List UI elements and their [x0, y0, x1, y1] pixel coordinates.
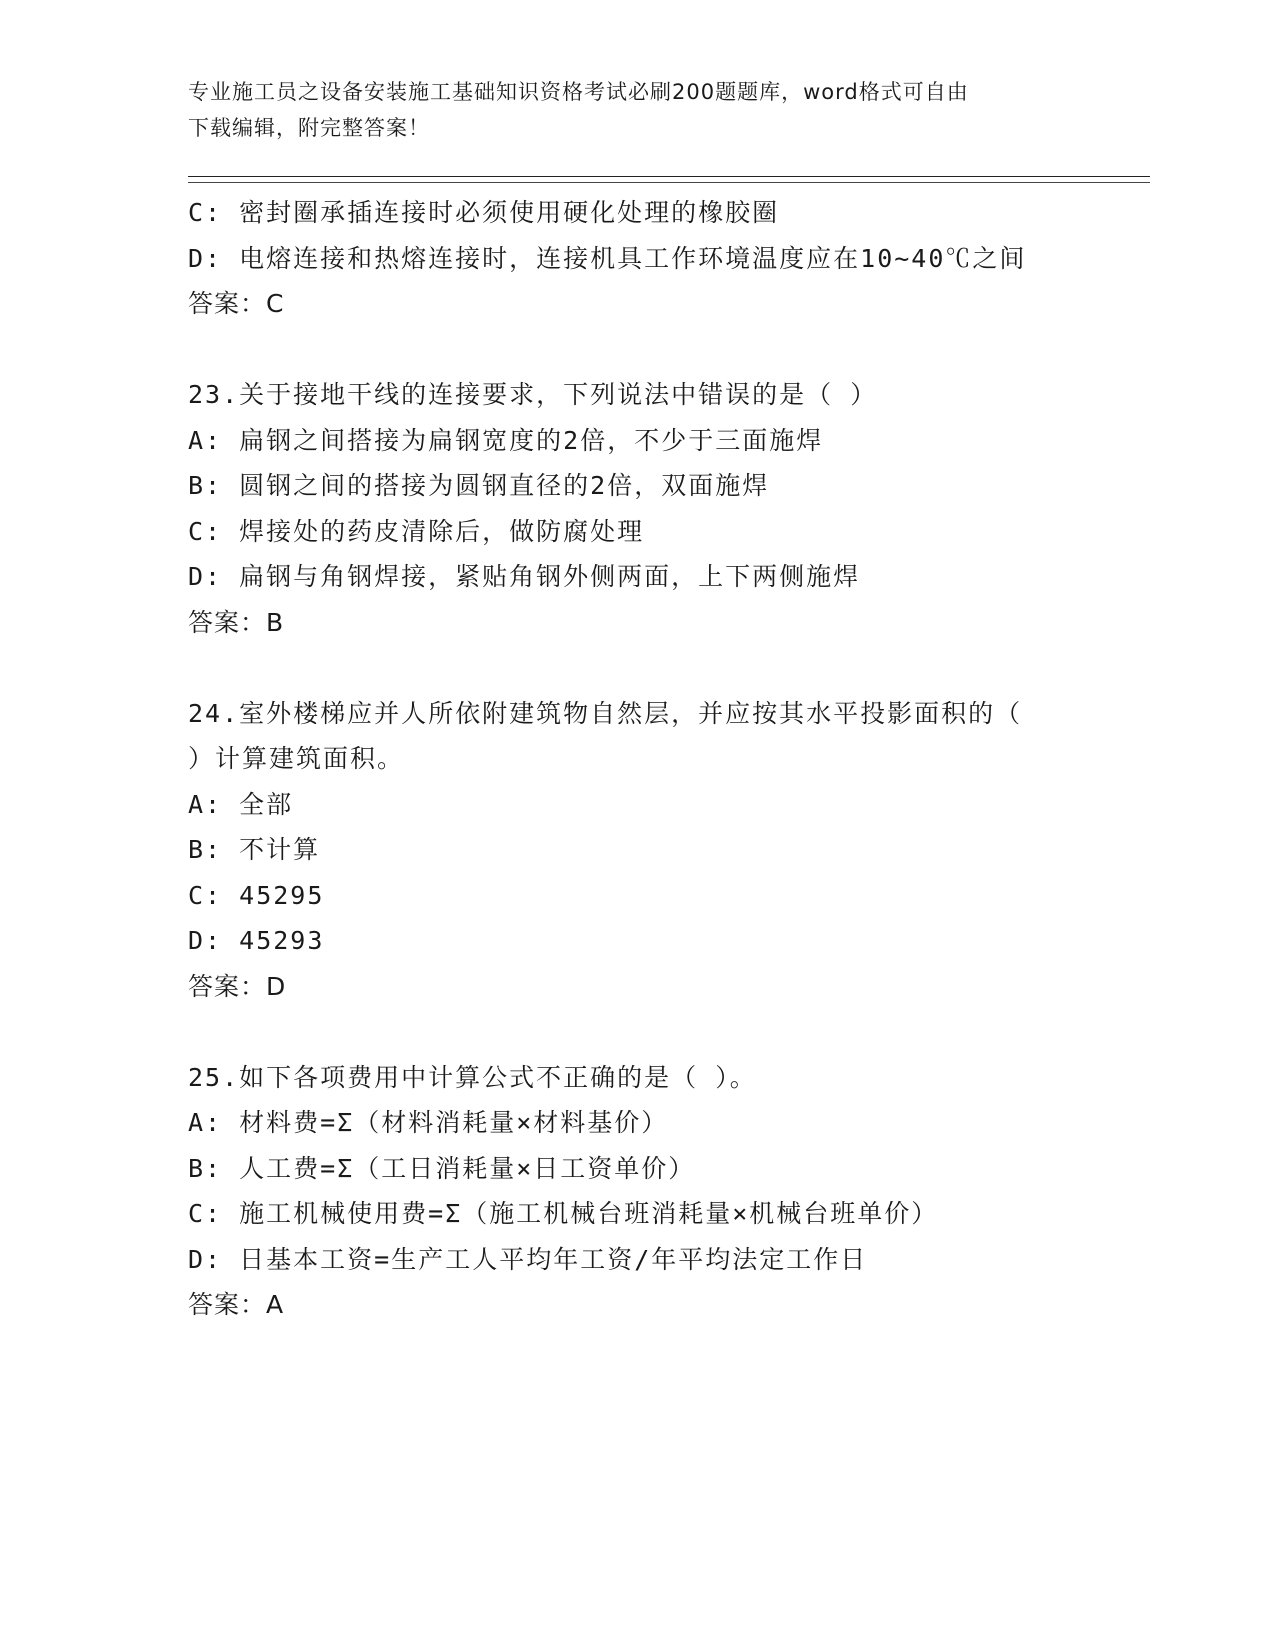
q23-answer: 答案：B [188, 607, 285, 637]
q24-option-d: D: 45293 [188, 926, 325, 955]
q24-answer: 答案：D [188, 971, 287, 1001]
q25-option-d: D: 日基本工资=生产工人平均年工资/年平均法定工作日 [188, 1244, 868, 1274]
spacer [188, 645, 1088, 691]
header-divider-top [188, 176, 1150, 177]
q23-option-c: C: 焊接处的药皮清除后，做防腐处理 [188, 516, 645, 546]
header-title-line-1: 专业施工员之设备安装施工基础知识资格考试必刷200题题库，word格式可自由 [188, 80, 969, 104]
q24-stem-line-1: 24.室外楼梯应并人所依附建筑物自然层，并应按其水平投影面积的（ [188, 698, 1023, 728]
header-title-line-2: 下载编辑，附完整答案！ [188, 116, 430, 140]
spacer [188, 327, 1088, 373]
question-25 [188, 1055, 1088, 1328]
q23-stem: 23.关于接地干线的连接要求，下列说法中错误的是（ ） [188, 380, 878, 409]
q23-option-d: D: 扁钢与角钢焊接，紧贴角钢外侧两面，上下两侧施焊 [188, 562, 861, 591]
question-24 [188, 691, 1088, 1010]
header-divider-bottom [188, 182, 1150, 183]
q25-stem: 25.如下各项费用中计算公式不正确的是（ ）。 [188, 1062, 757, 1092]
q24-option-a: A: 全部 [188, 789, 294, 819]
q24-stem-line-2: ）计算建筑面积。 [188, 744, 405, 773]
q22-option-c: C: 密封圈承插连接时必须使用硬化处理的橡胶圈 [188, 198, 780, 227]
question-23 [188, 372, 1088, 645]
question-22 [188, 190, 1088, 327]
q23-option-a: A: 扁钢之间搭接为扁钢宽度的2倍，不少于三面施焊 [188, 425, 824, 455]
spacer [188, 1009, 1088, 1055]
q22-answer: 答案：C [188, 289, 285, 318]
question-list [188, 190, 1088, 1328]
q25-answer: 答案：A [188, 1290, 285, 1319]
q24-option-b: B: 不计算 [188, 835, 321, 864]
document-header [188, 74, 1088, 146]
q25-option-a: A: 材料费=Σ（材料消耗量×材料基价） [188, 1108, 669, 1137]
q25-option-b: B: 人工费=Σ（工日消耗量×日工资单价） [188, 1153, 696, 1183]
q23-option-b: B: 圆钢之间的搭接为圆钢直径的2倍，双面施焊 [188, 471, 770, 500]
q25-option-c: C: 施工机械使用费=Σ（施工机械台班消耗量×机械台班单价） [188, 1199, 939, 1228]
q24-option-c: C: 45295 [188, 880, 325, 910]
q22-option-d: D: 电熔连接和热熔连接时，连接机具工作环境温度应在10~40℃之间 [188, 243, 1027, 273]
